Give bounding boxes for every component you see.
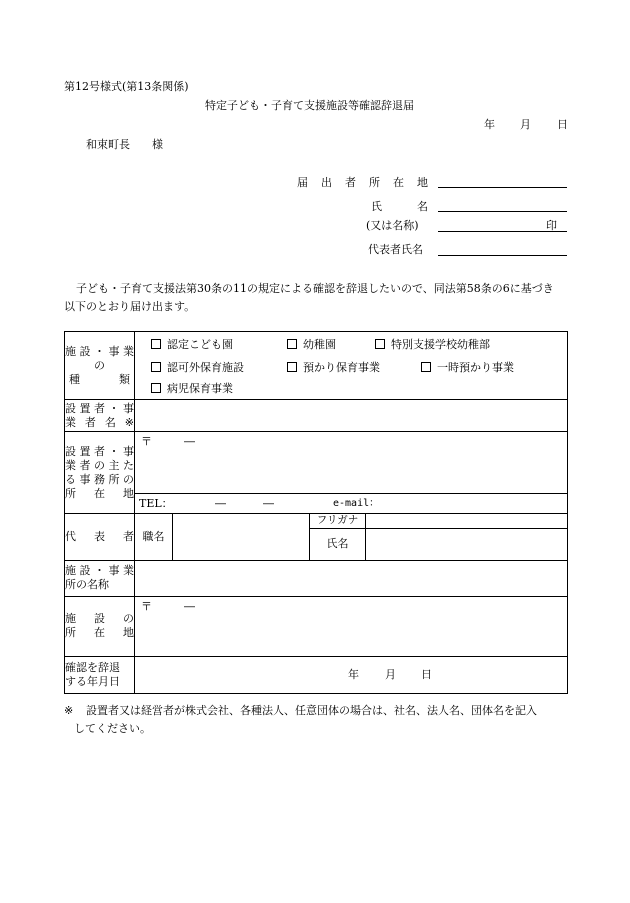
statement-line-2: 以下のとおり届け出ます。 [64, 300, 196, 313]
option-kindergarten[interactable]: 幼稚園 [287, 338, 336, 352]
note-mark: ※ [64, 704, 74, 717]
addressee: 和束町長 様 [86, 138, 163, 151]
operator-office-contact-row [65, 494, 568, 514]
operator-office-label: 設 置 者 ・ 事 業 者 の 主 た る 事 務 所 の 所 在 地 [65, 432, 135, 514]
withdrawal-month: 月 [385, 667, 396, 681]
checkbox-icon[interactable] [151, 339, 161, 349]
option-temporary-care[interactable]: 一時預かり事業 [421, 361, 514, 375]
facility-name-row [65, 560, 568, 596]
checkbox-icon[interactable] [287, 339, 297, 349]
operator-office-contact-field[interactable] [135, 494, 568, 514]
operator-name-row [65, 400, 568, 432]
postal-dash: ― [184, 435, 195, 448]
seal-mark: 印 [546, 219, 557, 232]
facility-type-options [135, 332, 568, 400]
applicant-name-field[interactable] [438, 211, 567, 212]
facility-postal-mark: 〒 [141, 599, 152, 613]
option-unlicensed-nursery[interactable]: 認可外保育施設 [151, 361, 244, 375]
option-special-support-kindergarten[interactable]: 特別支援学校幼稚部 [375, 338, 490, 352]
representative-name-cell-label: 氏名 [310, 528, 366, 560]
option-certified-kodomoen[interactable]: 認定こども園 [151, 338, 233, 352]
header-date-day: 日 [557, 118, 568, 131]
facility-address-field[interactable] [135, 596, 568, 656]
operator-name-field[interactable] [135, 400, 568, 432]
furigana-label: フリガナ [310, 514, 366, 529]
applicant-address-label: 届 出 者 所 在 地 [297, 176, 428, 189]
withdrawal-day: 日 [421, 667, 432, 681]
checkbox-icon[interactable] [287, 362, 297, 372]
applicant-address-field[interactable] [438, 187, 567, 188]
withdrawal-date-label: 確認を辞退 する年月日 [65, 656, 135, 693]
facility-address-row [65, 596, 568, 656]
facility-type-label: 施 設 ・ 事 業 の 種 類 [65, 332, 135, 400]
withdrawal-date-field[interactable] [135, 656, 568, 693]
checkbox-icon[interactable] [375, 339, 385, 349]
tel-dash-1: ― [215, 497, 226, 510]
applicant-alt-name-field[interactable] [438, 231, 567, 232]
option-sick-child-care[interactable]: 病児保育事業 [151, 382, 233, 396]
form-title: 特定子ども・子育て支援施設等確認辞退届 [205, 99, 414, 112]
checkbox-icon[interactable] [151, 362, 161, 372]
applicant-name-label: 氏 名 [371, 200, 428, 213]
note-line-2: してください。 [74, 722, 151, 735]
facility-postal-dash: ― [184, 599, 195, 613]
representative-row-furigana [65, 514, 568, 529]
option-extended-care[interactable]: 預かり保育事業 [287, 361, 380, 375]
note-line-1: 設置者又は経営者が株式会社、各種法人、任意団体の場合は、社名、法人名、団体名を記入 [86, 704, 537, 717]
application-table [64, 331, 568, 694]
representative-name-label: 代表者氏名 [368, 243, 423, 256]
representative-name-field[interactable] [438, 255, 567, 256]
withdrawal-date-row [65, 656, 568, 693]
statement-line-1: 子ども・子育て支援法第30条の11の規定による確認を辞退したいので、同法第58条の6に基づき [76, 282, 554, 295]
representative-label: 代 表 者 [65, 514, 135, 561]
facility-address-label: 施 設 の 所 在 地 [65, 596, 135, 656]
tel-dash-2: ― [263, 497, 274, 510]
operator-office-address-field[interactable] [135, 432, 568, 494]
facility-type-row [65, 332, 568, 400]
withdrawal-year: 年 [348, 667, 359, 681]
postal-mark: 〒 [141, 435, 152, 448]
facility-name-field[interactable] [135, 560, 568, 596]
representative-name-cell-field[interactable] [366, 528, 568, 560]
applicant-alt-name-label: (又は名称) [366, 219, 419, 232]
checkbox-icon[interactable] [421, 362, 431, 372]
form-number: 第12号様式(第13条関係) [64, 80, 189, 93]
email-label: e-mail： [333, 498, 380, 509]
tel-label: TEL： [139, 497, 173, 510]
job-title-label: 職名 [135, 514, 173, 561]
header-date-month: 月 [520, 118, 531, 131]
operator-office-row [65, 432, 568, 494]
facility-name-label: 施 設 ・ 事 業 所の名称 [65, 560, 135, 596]
furigana-field[interactable] [366, 514, 568, 529]
header-date-year: 年 [484, 118, 495, 131]
operator-name-label: 設 置 者 ・ 事 業 者 名 ※ [65, 400, 135, 432]
job-title-field[interactable] [173, 514, 310, 561]
checkbox-icon[interactable] [151, 383, 161, 393]
